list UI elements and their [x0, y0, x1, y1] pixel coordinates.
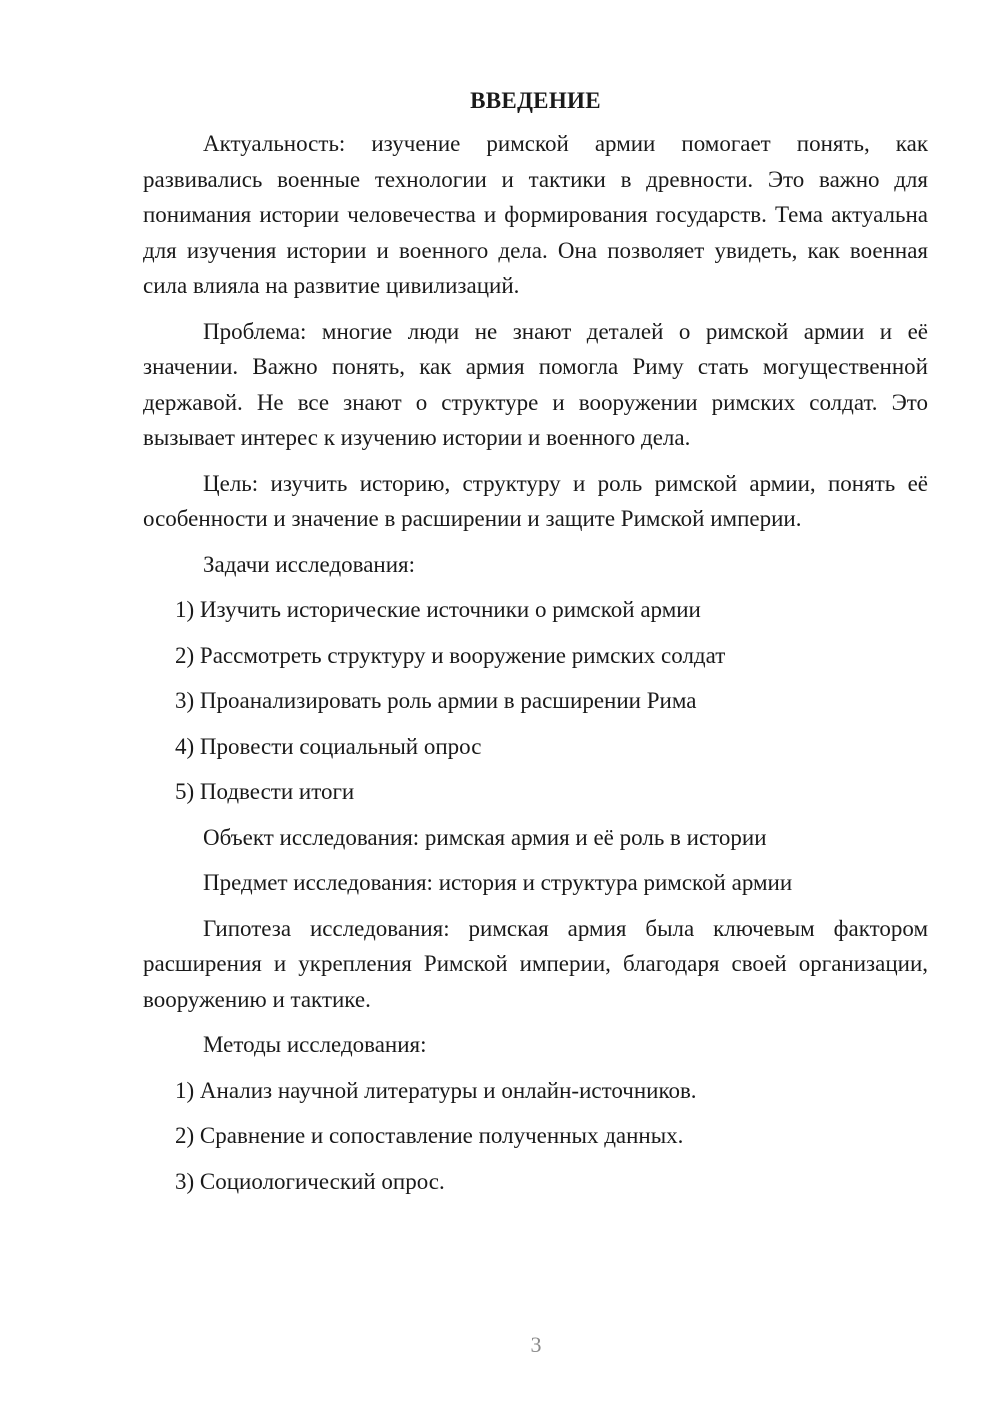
methods-heading: Методы исследования: — [203, 1032, 427, 1057]
list-item: 5) Подвести итоги — [175, 779, 355, 804]
list-item: 2) Рассмотреть структуру и вооружение римских солдат — [175, 642, 726, 668]
document-page — [143, 88, 928, 1209]
relevance-paragraph: Актуальность: изучение римской армии помогает понять, как развивались военные технологии и тактики в древности. Это важно для понимания истории человечества и формирования государств. Тема актуальна для изучения истории и военного дела. Она позволяет увидеть, как военная сила влияла на развитие цивилизаций. — [143, 131, 928, 298]
list-item: 3) Социологический опрос. — [175, 1168, 445, 1194]
section-title: ВВЕДЕНИЕ — [470, 88, 601, 113]
list-item: 1) Изучить исторические источники о римской армии — [175, 597, 701, 622]
hypothesis-paragraph: Гипотеза исследования: римская армия была ключевым фактором расширения и укрепления Римской империи, благодаря своей организации, вооружению и тактике. — [143, 915, 928, 1012]
page-number: 3 — [530, 1332, 542, 1357]
goal-paragraph: Цель: изучить историю, структуру и роль римской армии, понять её особенности и значение в расширении и защите Римской империи. — [143, 470, 928, 531]
list-item: 3) Проанализировать роль армии в расширении Рима — [175, 688, 697, 713]
tasks-list — [143, 592, 928, 810]
research-object: Объект исследования: римская армия и её роль в истории — [203, 824, 767, 850]
problem-paragraph: Проблема: многие люди не знают деталей о римской армии и её значении. Важно понять, как армия помогла Риму стать могущественной державой. Не все знают о структуре и вооружении римских солдат. Это вызывает интерес к изучению истории и военного дела. — [143, 318, 928, 450]
list-item: 4) Провести социальный опрос — [175, 733, 482, 759]
tasks-heading: Задачи исследования: — [203, 551, 416, 577]
list-item: 2) Сравнение и сопоставление полученных данных. — [175, 1123, 684, 1148]
research-subject: Предмет исследования: история и структура римской армии — [203, 870, 793, 895]
methods-list — [143, 1073, 928, 1200]
list-item: 1) Анализ научной литературы и онлайн-источников. — [175, 1077, 697, 1103]
